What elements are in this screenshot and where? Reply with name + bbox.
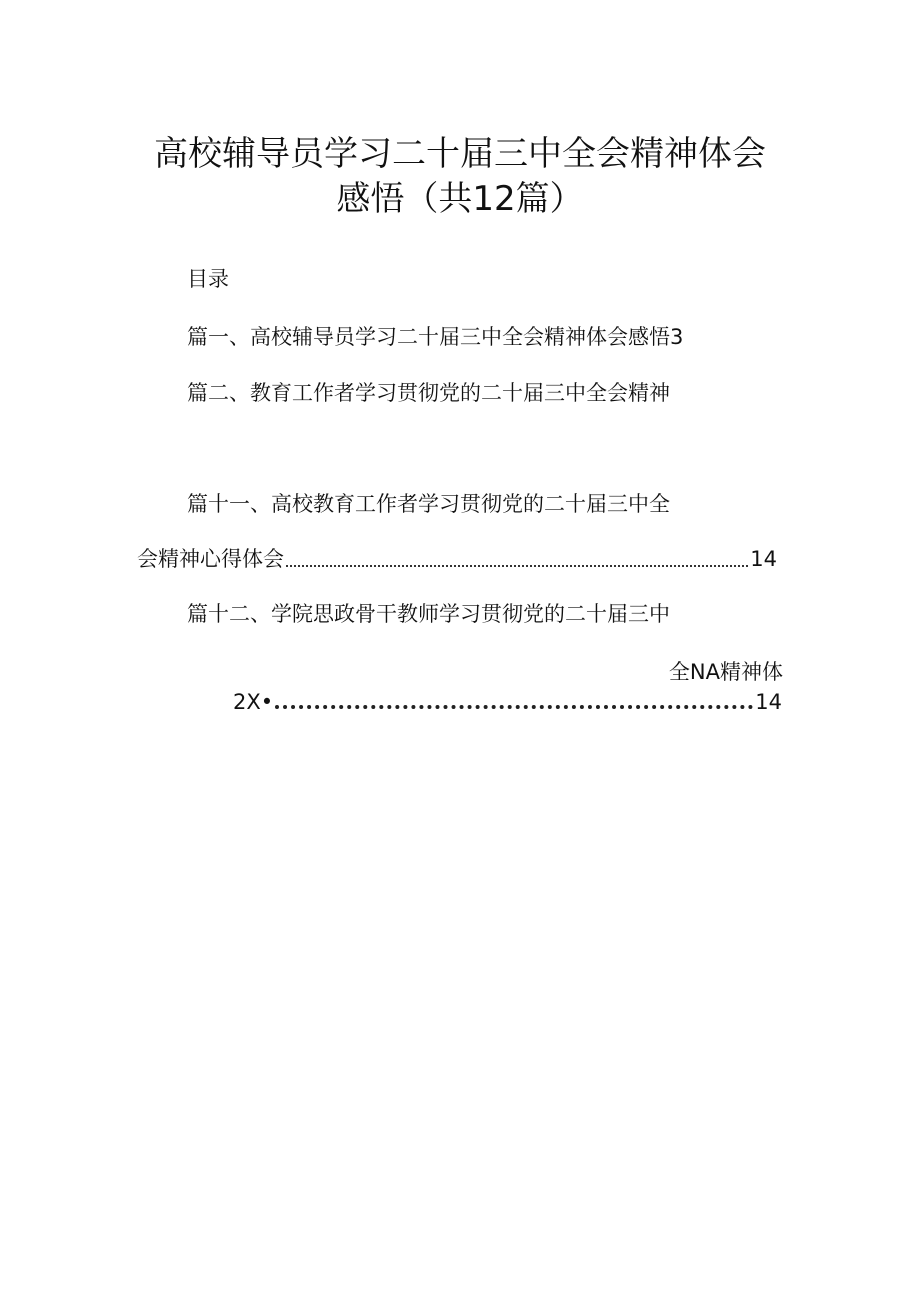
- dot-leader: [275, 688, 753, 716]
- toc-entry-11-line-1[interactable]: 篇十一、高校教育工作者学习贯彻党的二十届三中全: [187, 492, 670, 516]
- toc-entry-12-line-3[interactable]: [233, 688, 782, 716]
- toc-entry-11-page: 14: [750, 547, 777, 571]
- toc-entry-2[interactable]: 篇二、教育工作者学习贯彻党的二十届三中全会精神: [187, 381, 670, 405]
- toc-entry-12-page: 14: [755, 690, 782, 714]
- toc-entry-11-text: 会精神心得体会: [137, 547, 284, 571]
- document-title-line-1: 高校辅导员学习二十届三中全会精神体会: [154, 134, 766, 174]
- toc-entry-1[interactable]: 篇一、高校辅导员学习二十届三中全会精神体会感悟3: [187, 325, 684, 349]
- toc-entry-12-line-1[interactable]: 篇十二、学院思政骨干教师学习贯彻党的二十届三中: [187, 602, 670, 626]
- toc-entry-12-text: 2X•: [233, 690, 274, 714]
- document-title-line-2: 感悟（共12篇）: [336, 179, 584, 219]
- toc-heading: 目录: [187, 267, 229, 291]
- dot-leader: [286, 545, 748, 573]
- toc-entry-11-line-2[interactable]: [137, 545, 777, 573]
- toc-entry-12-line-2[interactable]: 全NA精神体: [668, 660, 783, 684]
